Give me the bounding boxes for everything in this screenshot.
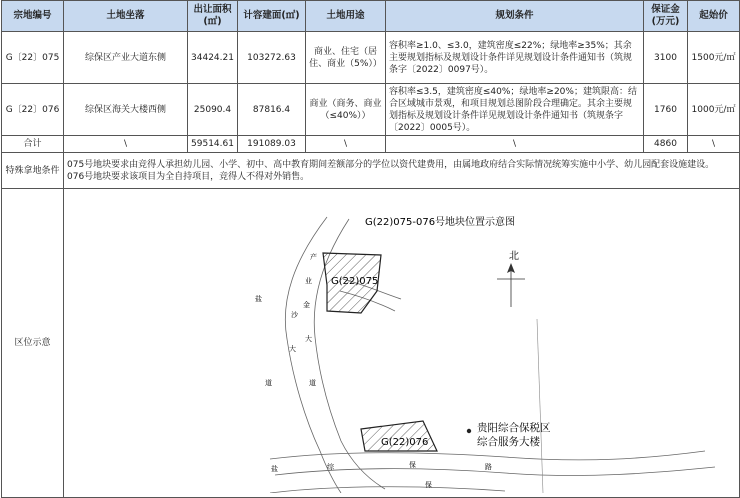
parcel-location: 综保区海关大楼西侧 — [64, 84, 188, 136]
road-char: 大 — [288, 345, 296, 353]
road-char: 盐 — [254, 295, 262, 303]
parcel-id: G〔22〕076 — [2, 84, 64, 136]
total-area: 59514.61 — [188, 136, 238, 153]
road-char: 道 — [264, 379, 272, 387]
map-cell — [64, 189, 740, 498]
landmark-dot-icon — [466, 429, 470, 433]
north-label: 北 — [508, 251, 519, 262]
header-use: 土地用途 — [306, 1, 386, 32]
header-area: 出让面积(㎡) — [188, 1, 238, 32]
header-id: 宗地编号 — [2, 1, 64, 32]
map-title: G(22)075-076号地块位置示意图 — [364, 217, 515, 228]
total-conditions: \ — [386, 136, 644, 153]
parcel-deposit: 3100 — [644, 32, 688, 84]
road-char: 沙 — [290, 311, 298, 319]
road-char: 产 — [309, 253, 317, 261]
parcel-use: 商业（商务、商业（≤40%）） — [306, 84, 386, 136]
header-building-area: 计容建面(㎡) — [238, 1, 306, 32]
special-text — [64, 153, 740, 189]
location-map — [65, 189, 739, 493]
road-char: 道 — [308, 379, 316, 387]
parcel-area: 34424.21 — [188, 32, 238, 84]
parcel-075-label: G(22)075 — [330, 276, 378, 287]
map-label: 区位示意 — [2, 189, 64, 498]
land-table — [1, 0, 740, 498]
road-char: 金 — [302, 301, 310, 309]
landmark-line-1: 贵阳综合保税区 — [476, 422, 550, 434]
parcel-area: 25090.4 — [188, 84, 238, 136]
road-char: 保 — [408, 461, 416, 469]
road-char: 保 — [424, 481, 432, 489]
special-conditions-row — [2, 153, 740, 189]
road-edge-7 — [270, 487, 505, 493]
header-deposit: 保证金(万元) — [644, 1, 688, 32]
parcel-deposit: 1760 — [644, 84, 688, 136]
header-conditions: 规划条件 — [386, 1, 644, 32]
parcel-conditions: 容积率≤3.5，建筑密度≤40%；绿地率≥20%；建筑限高：结合区域城市景观，和项目规划总图阶段合理确定。其余主要规划指标及规划设计条件详见规划设计条件通知书（筑规条字〔2022〕0005号）。 — [386, 84, 644, 136]
table-row — [2, 84, 740, 136]
parcel-076-label: G(22)076 — [380, 437, 428, 448]
road-edge-5 — [270, 451, 705, 460]
total-use: \ — [306, 136, 386, 153]
total-start-price: \ — [688, 136, 740, 153]
total-building-area: 191089.03 — [238, 136, 306, 153]
table-row — [2, 32, 740, 84]
parcel-building-area: 87816.4 — [238, 84, 306, 136]
table-header-row — [2, 1, 740, 32]
road-char: 综 — [326, 463, 334, 471]
road-char: 大 — [304, 335, 312, 343]
parcel-id: G〔22〕075 — [2, 32, 64, 84]
north-arrow-icon — [497, 263, 525, 307]
parcel-start-price: 1500元/㎡ — [688, 32, 740, 84]
special-label: 特殊拿地条件 — [2, 153, 64, 189]
total-label: 合计 — [2, 136, 64, 153]
header-start-price: 起始价 — [688, 1, 740, 32]
parcel-building-area: 103272.63 — [238, 32, 306, 84]
total-row — [2, 136, 740, 153]
road-char: 业 — [304, 277, 312, 285]
parcel-start-price: 1000元/㎡ — [688, 84, 740, 136]
total-location: \ — [64, 136, 188, 153]
special-line-075: 075号地块要求由竞得人承担幼儿园、小学、初中、高中教育期间差额部分的学位以资代建费用，由属地政府结合实际情况统筹实施中小学、幼儿园配套设施建设。 — [67, 159, 715, 170]
map-row — [2, 189, 740, 498]
parcel-conditions: 容积率≥1.0、≤3.0，建筑密度≤22%；绿地率≥35%；其余主要规划指标及规划设计条件详见规划设计条件通知书（筑规条字〔2022〕0097号）。 — [386, 32, 644, 84]
landmark-line-2: 综合服务大楼 — [476, 436, 540, 448]
road-edge-8 — [537, 319, 543, 493]
road-char: 盐 — [270, 465, 278, 473]
parcel-use: 商业、住宅（居住、商业（5%）） — [306, 32, 386, 84]
road-edge-6 — [275, 467, 715, 475]
road-char: 路 — [484, 463, 492, 471]
parcel-location: 综保区产业大道东侧 — [64, 32, 188, 84]
total-deposit: 4860 — [644, 136, 688, 153]
header-location: 土地坐落 — [64, 1, 188, 32]
special-line-076: 076号地块要求该项目为全自持项目，竞得人不得对外销售。 — [67, 171, 310, 182]
